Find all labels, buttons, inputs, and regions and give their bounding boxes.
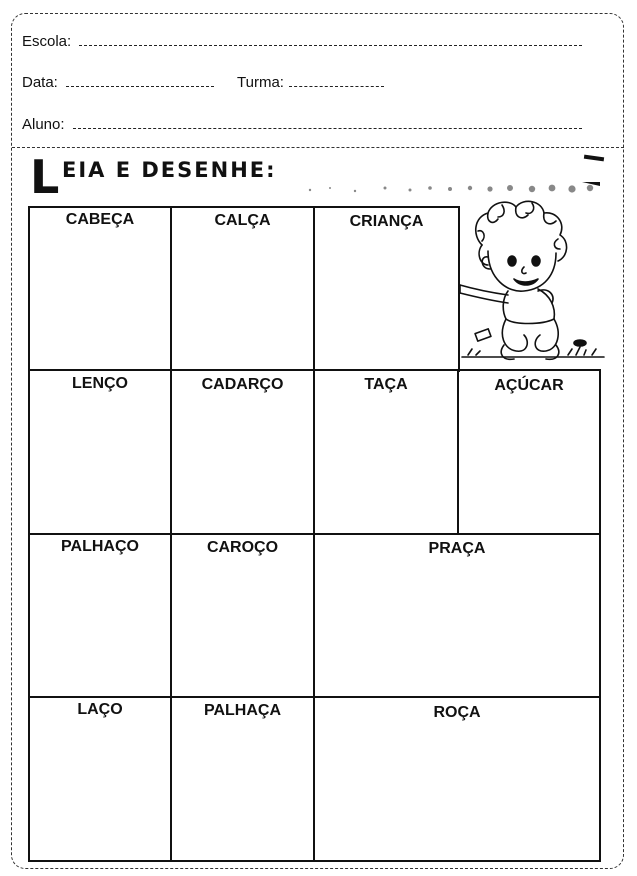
class-label: Turma: [237, 74, 284, 91]
student-line[interactable] [73, 128, 582, 129]
date-label: Data: [22, 74, 58, 91]
cell-word-2: CALÇA [214, 212, 271, 229]
cell-word-11: LAÇO [77, 701, 123, 718]
title-initial: L [30, 150, 60, 204]
student-field [22, 116, 65, 133]
school-field [22, 33, 71, 50]
header-separator [12, 147, 624, 148]
cell-word-7: AÇÚCAR [494, 377, 564, 394]
col-separator-1 [170, 206, 172, 862]
date-field [22, 74, 58, 91]
class-line[interactable] [289, 86, 384, 87]
worksheet-border [11, 13, 624, 869]
page-title: EIA E DESENHE: [62, 158, 277, 182]
class-field [237, 74, 284, 91]
cell-word-1: CABEÇA [65, 211, 135, 228]
cell-word-8: PALHAÇO [61, 538, 139, 555]
cell-word-13: ROÇA [433, 704, 481, 721]
cell-word-5: CADARÇO [201, 376, 284, 393]
cell-word-9: CAROÇO [206, 539, 279, 556]
school-label: Escola: [22, 33, 72, 50]
grid-top-border [28, 206, 460, 208]
child-sitting-illustration [458, 195, 608, 367]
student-label: Aluno: [22, 116, 65, 133]
cell-word-6: TAÇA [364, 376, 408, 393]
school-line[interactable] [79, 45, 582, 46]
cell-word-10: PRAÇA [428, 540, 486, 557]
date-line[interactable] [66, 86, 214, 87]
col-separator-2 [313, 206, 315, 862]
cell-word-12: PALHAÇA [203, 702, 282, 719]
cell-word-4: LENÇO [72, 375, 128, 392]
cell-word-3: CRIANÇA [349, 213, 424, 230]
grid-right-border [599, 370, 601, 862]
title-decoration [300, 182, 600, 196]
